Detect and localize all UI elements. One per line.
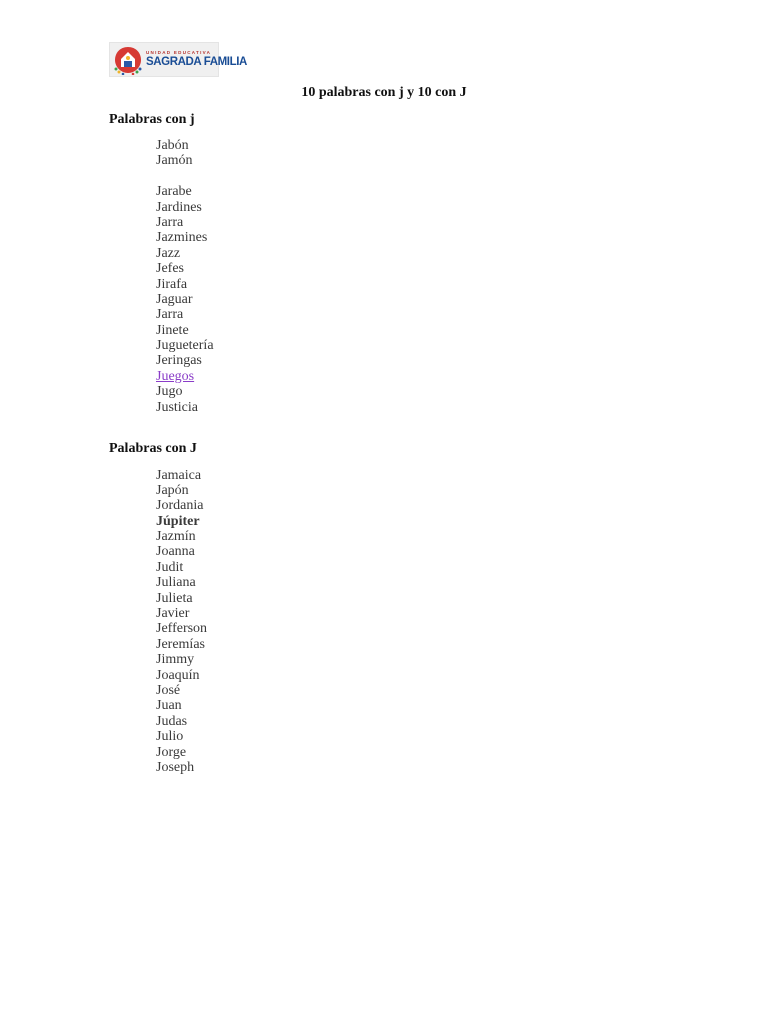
list-item-word: Jazz [156, 245, 181, 261]
list-item-word: Joanna [156, 544, 195, 560]
list-item-word: Joseph [156, 759, 195, 775]
school-crest-icon [112, 45, 144, 75]
list-item-word: Judit [156, 559, 184, 575]
list-item-word: Jirafa [156, 276, 188, 292]
list-item-word: Julio [156, 729, 184, 745]
list-item-word: Jazmín [156, 529, 196, 545]
logo-subtitle: UNIDAD EDUCATIVA [146, 50, 212, 55]
list-item-word: Jeremías [156, 636, 205, 652]
list-item-word: Jugo [156, 384, 183, 400]
list-item-word: Jorge [156, 744, 187, 760]
list-item-word: Jaguar [156, 291, 193, 307]
list-item-word: Japón [156, 482, 189, 498]
list-item-word: Juliana [156, 575, 196, 591]
logo-name: SAGRADA FAMILIA [146, 56, 247, 68]
section-heading-uppercase-j: Palabras con J [109, 441, 197, 456]
list-item-word: Jamaica [156, 467, 202, 483]
list-item-word: Jarra [156, 307, 184, 323]
list-item-link[interactable]: Juegos [156, 368, 195, 384]
list-item-word: Judas [156, 713, 188, 729]
list-item-word: Jeringas [156, 353, 202, 369]
list-item-word: Jefes [156, 261, 184, 277]
list-item-word: Jarabe [156, 184, 192, 200]
list-item-word: Julieta [156, 590, 193, 606]
list-item-word: Jinete [156, 322, 189, 338]
list-item-word: José [156, 682, 181, 698]
list-item-word: Jimmy [156, 652, 195, 668]
list-item-word: Juguetería [156, 338, 214, 354]
list-item-word: Jabón [156, 138, 189, 153]
list-item-word: Jazmines [156, 230, 208, 246]
list-item-word: Jefferson [156, 621, 208, 637]
list-item-word: Joaquín [156, 667, 200, 683]
list-item-word: Jamón [156, 153, 193, 169]
document-title: 10 palabras con j y 10 con J [301, 85, 467, 100]
list-item-word: Juan [156, 698, 182, 714]
list-item-word: Javier [156, 606, 190, 622]
list-item-word: Justicia [156, 399, 198, 415]
section-heading-lowercase-j: Palabras con j [109, 112, 195, 127]
school-logo [109, 42, 247, 77]
list-item-word: Jarra [156, 214, 184, 230]
list-item-word: Jordania [156, 498, 204, 514]
list-item-word: Júpiter [156, 513, 200, 529]
list-item-word: Jardines [156, 199, 202, 215]
